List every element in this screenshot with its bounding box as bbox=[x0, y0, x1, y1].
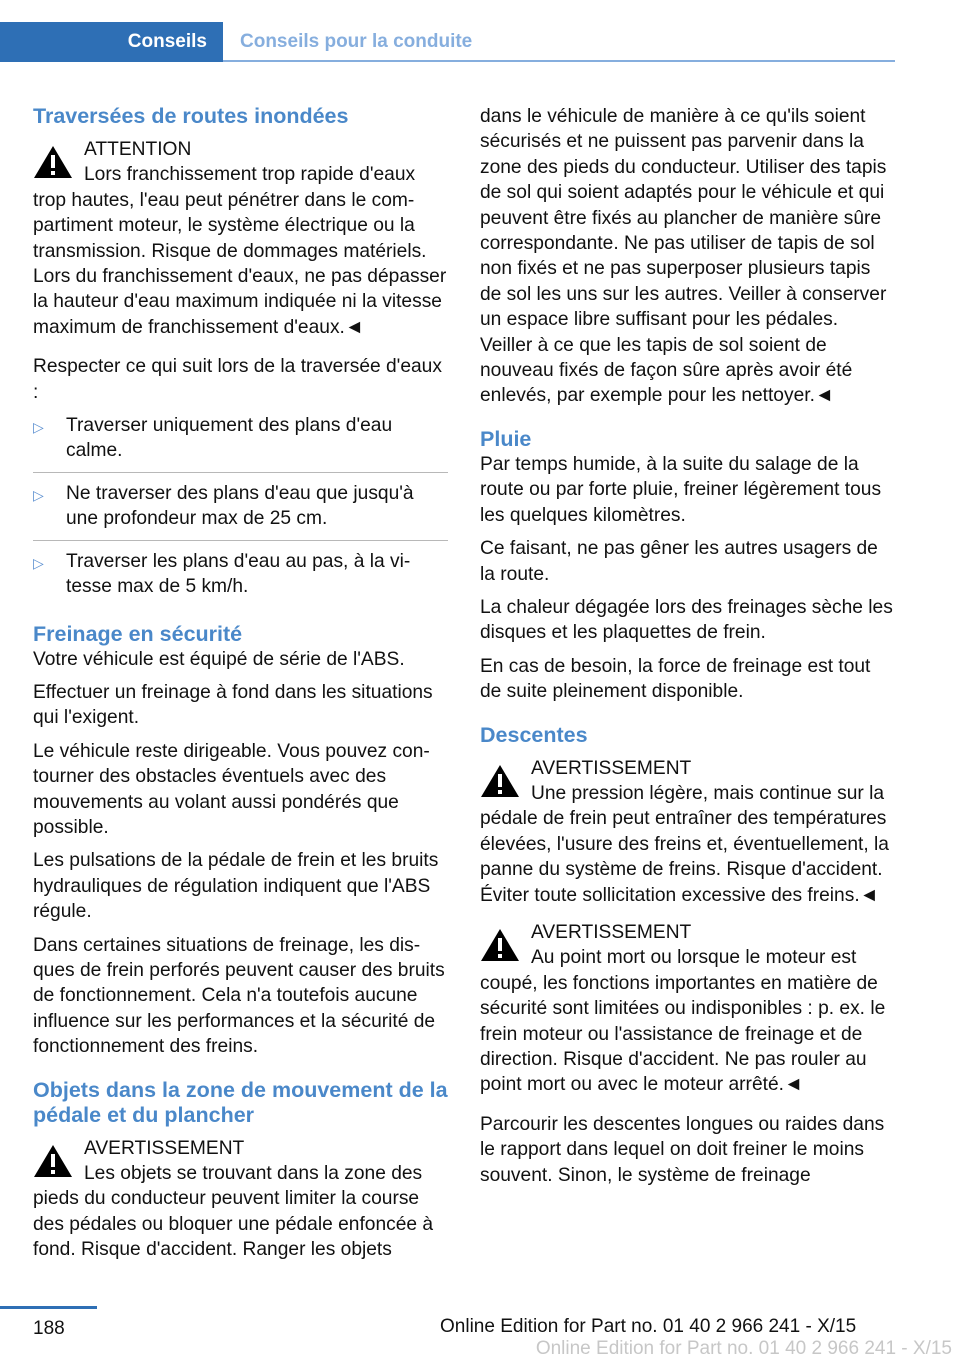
list-item bbox=[33, 413, 448, 473]
bullet-list bbox=[33, 413, 448, 607]
warning-label: AVERTISSEMENT bbox=[531, 921, 692, 943]
triangle-bullet-icon: ▷ bbox=[33, 554, 44, 571]
list-item bbox=[33, 549, 448, 608]
warning-block bbox=[480, 756, 895, 908]
warning-block bbox=[33, 1136, 448, 1263]
heading-descents: Descentes bbox=[480, 722, 588, 747]
paragraph: Dans certaines situations de freinage, les disques de frein perforés peuvent causer des bruits de fonctionnement. Cela n'a toutefois aucune influence sur les performances et la sécurité de fonctionnement des freins. bbox=[33, 934, 445, 1058]
list-item-text: Traverser les plans d'eau au pas, à la vitesse max de 5 km/h. bbox=[66, 550, 411, 598]
warning-text-first: Au point mort ou lorsque le moteur est bbox=[531, 947, 857, 969]
warning-triangle-icon bbox=[33, 1144, 73, 1178]
paragraph: Le véhicule reste dirigeable. Vous pouvez contourner des obstacles éventuels avec des mouvements au volant aussi pondérés que possible. bbox=[33, 740, 430, 838]
warning-text-rest: pédale de frein peut entraîner des températures élevées, l'usure des freins et, éventuellement, la panne du système de freins. Risque d'accident. Éviter toute sollicitation excessive des freins.◄ bbox=[480, 808, 889, 906]
right-column bbox=[480, 104, 895, 1196]
warning-text-first: Une pression légère, mais continue sur la bbox=[531, 782, 885, 804]
heading-rain: Pluie bbox=[480, 426, 532, 451]
warning-block bbox=[480, 920, 895, 1098]
warning-triangle-icon bbox=[33, 145, 73, 179]
heading-flooded-roads: Traversées de routes inondées bbox=[33, 104, 349, 128]
warning-triangle-icon bbox=[480, 928, 520, 962]
triangle-bullet-icon: ▷ bbox=[33, 486, 44, 503]
section-tab: Conseils bbox=[0, 22, 223, 62]
warning-continuation: dans le véhicule de manière à ce qu'ils soient sécurisés et ne puissent pas parvenir dans la zone des pieds du conducteur. Utiliser des tapis de sol qui soient adaptés pour le véhicule et qui peuvent être fixés au plancher de manière sûre correspondante. Ne pas utiliser de tapis de sol non fixés et ne pas superposer plusieurs tapis de sol les uns sur les autres. Veiller à conserver un espace libre suffisant pour les pédales. Veiller à ce que les tapis de sol soient de nouveau fixés de façon sûre après avoir été enlevés, par exemple pour les nettoyer.◄ bbox=[480, 106, 887, 407]
paragraph: Parcourir les descentes longues ou raides dans le rapport dans lequel on doit freiner le moins souvent. Sinon, le système de freinage bbox=[480, 1113, 885, 1186]
footer-rule bbox=[0, 1306, 97, 1309]
paragraph: Respecter ce qui suit lors de la traversée d'eaux : bbox=[33, 356, 442, 403]
heading-braking: Freinage en sécurité bbox=[33, 621, 243, 646]
warning-text-rest: pieds du conducteur peuvent limiter la course des pédales ou bloquer une pédale enfoncée à fond. Risque d'accident. Ranger les objets bbox=[33, 1188, 434, 1261]
triangle-bullet-icon: ▷ bbox=[33, 419, 44, 436]
list-item-text: Traverser uniquement des plans d'eau calme. bbox=[66, 415, 393, 462]
edition-text: Online Edition for Part no. 01 40 2 966 241 - X/15 bbox=[440, 1316, 857, 1337]
paragraph: Par temps humide, à la suite du salage de la route ou par forte pluie, freiner légèrement tous les quelques kilomètres. bbox=[480, 453, 882, 526]
chapter-title: Conseils pour la conduite bbox=[240, 31, 473, 52]
heading-objects-pedal-zone: Objets dans la zone de mouvement de la pédale et du plancher bbox=[33, 1077, 448, 1127]
warning-label: ATTENTION bbox=[84, 139, 192, 160]
paragraph: Ce faisant, ne pas gêner les autres usagers de la route. bbox=[480, 538, 878, 585]
paragraph: La chaleur dégagée lors des freinages sèche les disques et les plaquettes de frein. bbox=[480, 596, 893, 644]
warning-text-first: Les objets se trouvant dans la zone des bbox=[84, 1163, 423, 1184]
list-item-text: Ne traverser des plans d'eau que jusqu'à une profondeur max de 25 cm. bbox=[66, 482, 414, 530]
warning-label: AVERTISSEMENT bbox=[531, 757, 692, 779]
left-column bbox=[33, 104, 448, 1277]
warning-text-first: Lors franchissement trop rapide d'eaux bbox=[84, 164, 416, 186]
page-number: 188 bbox=[33, 1318, 65, 1339]
warning-block bbox=[33, 137, 448, 340]
page-header bbox=[0, 22, 895, 62]
header-rule bbox=[223, 60, 895, 62]
paragraph: En cas de besoin, la force de freinage est tout de suite pleinement disponible. bbox=[480, 655, 871, 703]
paragraph: Les pulsations de la pédale de frein et les bruits hydrauliques de régulation indiquent que l'ABS régule. bbox=[33, 850, 439, 923]
warning-triangle-icon bbox=[480, 764, 520, 798]
warning-text-rest: trop hautes, l'eau peut pénétrer dans le compartiment moteur, le système électrique ou la transmission. Risque de dommages matériels. Lors du franchissement d'eaux, ne pas dépasser la hauteur d'eau maximum indiquée ni la vitesse maximum de franchissement d'eaux.◄ bbox=[33, 189, 447, 338]
warning-text-rest: coupé, les fonctions importantes en matière de sécurité sont limitées ou indisponibles : p. ex. le frein moteur ou l'assistance de freinage et de direction. Risque d'accident. Ne pas rouler au point mort ou avec le moteur arrêté.◄ bbox=[480, 972, 886, 1096]
paragraph: Votre véhicule est équipé de série de l'ABS. bbox=[33, 648, 405, 670]
paragraph: Effectuer un freinage à fond dans les situations qui l'exigent. bbox=[33, 681, 433, 729]
list-item bbox=[33, 481, 448, 541]
warning-label: AVERTISSEMENT bbox=[84, 1137, 245, 1159]
watermark: Online Edition for Part no. 01 40 2 966 241 - X/15 bbox=[535, 1338, 952, 1359]
